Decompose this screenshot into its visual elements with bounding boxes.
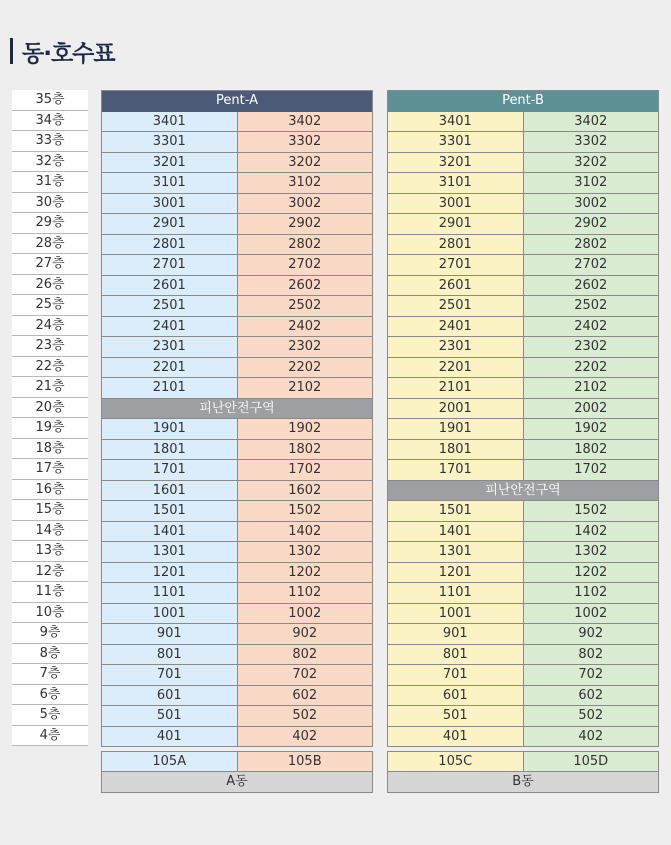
unit-row [102, 604, 372, 625]
floor-label: 14층 [12, 521, 88, 542]
unit-row [102, 378, 372, 399]
floor-label: 35층 [12, 90, 88, 111]
floor-label: 13층 [12, 541, 88, 562]
unit-row [388, 440, 658, 461]
unit-cell: 1001 [388, 604, 523, 624]
unit-cell: 802 [237, 645, 373, 665]
floor-label-column [12, 90, 88, 746]
unit-cell: 3101 [388, 173, 523, 193]
building-b-footer [387, 751, 659, 793]
unit-row [388, 583, 658, 604]
unit-row [388, 645, 658, 666]
dong-label: B동 [387, 772, 659, 793]
unit-row [388, 132, 658, 153]
unit-cell: 701 [102, 665, 237, 685]
unit-row [388, 522, 658, 543]
building-a-footer [101, 751, 373, 793]
unit-cell: 1802 [523, 440, 659, 460]
unit-cell: 1002 [523, 604, 659, 624]
unit-row [388, 153, 658, 174]
unit-cell: 2302 [523, 337, 659, 357]
unit-cell: 3402 [523, 112, 659, 132]
unit-cell: 2501 [388, 296, 523, 316]
unit-cell: 2202 [237, 358, 373, 378]
floor-label: 21층 [12, 377, 88, 398]
unit-cell: 1202 [237, 563, 373, 583]
unit-cell: 2502 [523, 296, 659, 316]
unit-cell: 2301 [388, 337, 523, 357]
unit-row [388, 460, 658, 481]
unit-cell: 502 [237, 706, 373, 726]
floor-label: 33층 [12, 131, 88, 152]
page-title-block [10, 36, 115, 66]
unit-row [388, 563, 658, 584]
unit-cell: 2602 [523, 276, 659, 296]
unit-row [102, 542, 372, 563]
unit-cell: 1102 [523, 583, 659, 603]
unit-cell: 2902 [237, 214, 373, 234]
unit-cell: 2101 [102, 378, 237, 398]
floor-label: 20층 [12, 398, 88, 419]
floor-label: 15층 [12, 500, 88, 521]
refuge-zone-row: 피난안전구역 [388, 481, 658, 502]
unit-cell: 1801 [102, 440, 237, 460]
unit-row [102, 522, 372, 543]
unit-cell: 2401 [388, 317, 523, 337]
unit-cell: 1002 [237, 604, 373, 624]
floor-label: 24층 [12, 316, 88, 337]
unit-cell: 2102 [237, 378, 373, 398]
unit-cell: 1302 [523, 542, 659, 562]
unit-cell: 2601 [102, 276, 237, 296]
unit-cell: 3202 [237, 153, 373, 173]
unit-row [388, 194, 658, 215]
unit-cell: 602 [523, 686, 659, 706]
dong-label: A동 [101, 772, 373, 793]
unit-cell: 2702 [523, 255, 659, 275]
unit-cell: 3002 [237, 194, 373, 214]
unit-cell: 801 [102, 645, 237, 665]
unit-row [102, 686, 372, 707]
unit-cell: 3202 [523, 153, 659, 173]
unit-cell: 1802 [237, 440, 373, 460]
unit-row [388, 727, 658, 748]
unit-cell: 2901 [102, 214, 237, 234]
title-accent-bar [10, 38, 13, 64]
unit-cell: 1202 [523, 563, 659, 583]
unit-row [102, 563, 372, 584]
floor-label: 30층 [12, 193, 88, 214]
unit-cell: 3002 [523, 194, 659, 214]
unit-row [388, 235, 658, 256]
unit-row [388, 419, 658, 440]
unit-row [388, 624, 658, 645]
line-row [101, 751, 373, 772]
unit-cell: 1201 [102, 563, 237, 583]
unit-cell: 1101 [388, 583, 523, 603]
unit-row [102, 194, 372, 215]
unit-cell: 2601 [388, 276, 523, 296]
unit-cell: 1902 [523, 419, 659, 439]
pent-b-header: Pent-B [388, 91, 658, 112]
unit-cell: 801 [388, 645, 523, 665]
unit-cell: 901 [388, 624, 523, 644]
building-b-table [387, 90, 659, 747]
unit-row [388, 665, 658, 686]
unit-cell: 2701 [102, 255, 237, 275]
unit-row [102, 481, 372, 502]
unit-cell: 1502 [523, 501, 659, 521]
unit-cell: 2301 [102, 337, 237, 357]
unit-cell: 3001 [388, 194, 523, 214]
unit-cell: 2802 [237, 235, 373, 255]
unit-cell: 1501 [388, 501, 523, 521]
unit-row [388, 255, 658, 276]
unit-cell: 3301 [102, 132, 237, 152]
unit-cell: 2001 [388, 399, 523, 419]
unit-row [102, 727, 372, 748]
unit-cell: 1402 [523, 522, 659, 542]
floor-label: 32층 [12, 152, 88, 173]
unit-cell: 2702 [237, 255, 373, 275]
unit-row [102, 235, 372, 256]
unit-cell: 3102 [237, 173, 373, 193]
unit-row [388, 501, 658, 522]
unit-row [102, 153, 372, 174]
unit-row [388, 604, 658, 625]
unit-row [102, 296, 372, 317]
building-b-grid [387, 112, 659, 748]
unit-cell: 1801 [388, 440, 523, 460]
unit-row [102, 112, 372, 133]
unit-cell: 1901 [102, 419, 237, 439]
unit-row [102, 214, 372, 235]
floor-label: 22층 [12, 357, 88, 378]
unit-row [102, 460, 372, 481]
unit-row [388, 706, 658, 727]
unit-row [388, 173, 658, 194]
unit-row [102, 276, 372, 297]
unit-cell: 3102 [523, 173, 659, 193]
unit-cell: 402 [523, 727, 659, 747]
unit-row [102, 132, 372, 153]
unit-cell: 601 [388, 686, 523, 706]
unit-cell: 1301 [388, 542, 523, 562]
floor-label: 34층 [12, 111, 88, 132]
unit-row [102, 583, 372, 604]
line-row [387, 751, 659, 772]
unit-cell: 2202 [523, 358, 659, 378]
unit-cell: 901 [102, 624, 237, 644]
unit-cell: 501 [388, 706, 523, 726]
floor-label: 4층 [12, 726, 88, 747]
building-a-table [101, 90, 373, 747]
unit-cell: 2402 [523, 317, 659, 337]
unit-cell: 401 [102, 727, 237, 747]
unit-cell: 401 [388, 727, 523, 747]
unit-row [102, 501, 372, 522]
unit-cell: 2901 [388, 214, 523, 234]
unit-cell: 2002 [523, 399, 659, 419]
unit-row [388, 358, 658, 379]
unit-cell: 2902 [523, 214, 659, 234]
floor-label: 12층 [12, 562, 88, 583]
unit-row [102, 440, 372, 461]
pent-a-header: Pent-A [102, 91, 372, 112]
building-a-grid [101, 112, 373, 748]
unit-cell: 802 [523, 645, 659, 665]
unit-cell: 1101 [102, 583, 237, 603]
unit-cell: 2302 [237, 337, 373, 357]
line-cell: 105D [523, 752, 659, 771]
unit-cell: 2701 [388, 255, 523, 275]
floor-label: 29층 [12, 213, 88, 234]
unit-cell: 1001 [102, 604, 237, 624]
floor-label: 23층 [12, 336, 88, 357]
unit-cell: 2802 [523, 235, 659, 255]
floor-label: 18층 [12, 439, 88, 460]
unit-cell: 1502 [237, 501, 373, 521]
unit-cell: 1701 [102, 460, 237, 480]
floor-label: 17층 [12, 459, 88, 480]
floor-label: 19층 [12, 418, 88, 439]
floor-label: 26층 [12, 275, 88, 296]
unit-row [102, 706, 372, 727]
unit-cell: 1401 [388, 522, 523, 542]
unit-cell: 2501 [102, 296, 237, 316]
unit-row [388, 399, 658, 420]
unit-cell: 1902 [237, 419, 373, 439]
floor-label: 5층 [12, 705, 88, 726]
floor-label: 10층 [12, 603, 88, 624]
unit-row [388, 214, 658, 235]
unit-cell: 601 [102, 686, 237, 706]
unit-row [388, 337, 658, 358]
unit-cell: 402 [237, 727, 373, 747]
unit-cell: 2201 [388, 358, 523, 378]
unit-cell: 2402 [237, 317, 373, 337]
page-title: 동·호수표 [22, 40, 115, 67]
unit-cell: 1701 [388, 460, 523, 480]
unit-cell: 1201 [388, 563, 523, 583]
unit-cell: 1302 [237, 542, 373, 562]
unit-cell: 502 [523, 706, 659, 726]
unit-cell: 2102 [523, 378, 659, 398]
unit-cell: 3401 [102, 112, 237, 132]
line-cell: 105B [237, 752, 373, 771]
unit-row [102, 358, 372, 379]
unit-row [102, 624, 372, 645]
pent-row [101, 90, 373, 112]
floor-label: 16층 [12, 480, 88, 501]
floor-label: 25층 [12, 295, 88, 316]
unit-cell: 3402 [237, 112, 373, 132]
unit-row [102, 317, 372, 338]
floor-label: 9층 [12, 623, 88, 644]
floor-label: 6층 [12, 685, 88, 706]
floor-label: 7층 [12, 664, 88, 685]
floor-label: 31층 [12, 172, 88, 193]
unit-cell: 2502 [237, 296, 373, 316]
unit-cell: 501 [102, 706, 237, 726]
unit-row [388, 112, 658, 133]
floor-label: 11층 [12, 582, 88, 603]
unit-cell: 1301 [102, 542, 237, 562]
unit-cell: 2801 [388, 235, 523, 255]
unit-cell: 3302 [237, 132, 373, 152]
unit-cell: 1702 [523, 460, 659, 480]
unit-cell: 702 [523, 665, 659, 685]
unit-row [102, 337, 372, 358]
unit-row [102, 645, 372, 666]
unit-cell: 3201 [388, 153, 523, 173]
unit-cell: 1102 [237, 583, 373, 603]
unit-cell: 2602 [237, 276, 373, 296]
unit-cell: 3001 [102, 194, 237, 214]
floor-label: 8층 [12, 644, 88, 665]
pent-row [387, 90, 659, 112]
unit-cell: 2201 [102, 358, 237, 378]
unit-row [388, 542, 658, 563]
unit-cell: 701 [388, 665, 523, 685]
unit-cell: 3201 [102, 153, 237, 173]
unit-row [102, 255, 372, 276]
unit-cell: 1401 [102, 522, 237, 542]
unit-cell: 3301 [388, 132, 523, 152]
unit-cell: 2401 [102, 317, 237, 337]
unit-cell: 3101 [102, 173, 237, 193]
unit-row [388, 296, 658, 317]
unit-row [102, 419, 372, 440]
unit-cell: 2101 [388, 378, 523, 398]
refuge-zone-row: 피난안전구역 [102, 399, 372, 420]
line-cell: 105C [388, 752, 523, 771]
unit-cell: 1702 [237, 460, 373, 480]
unit-row [102, 665, 372, 686]
floor-label: 28층 [12, 234, 88, 255]
unit-cell: 1402 [237, 522, 373, 542]
unit-cell: 902 [237, 624, 373, 644]
floor-label: 27층 [12, 254, 88, 275]
unit-cell: 2801 [102, 235, 237, 255]
unit-row [388, 317, 658, 338]
unit-cell: 602 [237, 686, 373, 706]
unit-row [388, 276, 658, 297]
unit-cell: 3302 [523, 132, 659, 152]
unit-cell: 1901 [388, 419, 523, 439]
unit-row [102, 173, 372, 194]
unit-row [388, 686, 658, 707]
unit-cell: 3401 [388, 112, 523, 132]
unit-cell: 1602 [237, 481, 373, 501]
line-cell: 105A [102, 752, 237, 771]
unit-cell: 1601 [102, 481, 237, 501]
unit-row [388, 378, 658, 399]
unit-cell: 1501 [102, 501, 237, 521]
unit-cell: 902 [523, 624, 659, 644]
unit-cell: 702 [237, 665, 373, 685]
